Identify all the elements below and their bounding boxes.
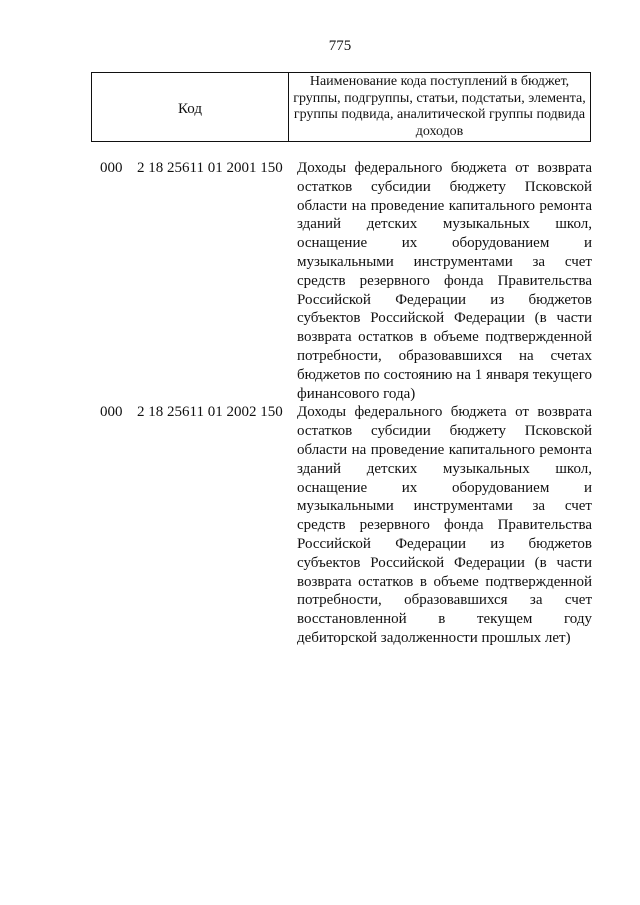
entry-admin-code: 000 bbox=[100, 160, 123, 176]
entry-admin-code: 000 bbox=[100, 404, 123, 421]
table-row bbox=[100, 403, 592, 647]
page-number: 775 bbox=[328, 38, 352, 54]
entry-description: Доходы федерального бюджета от возврата остатков субсидии бюджету Псковской области на проведение капитального ремонта зданий детских музыкальных школ, оснащение их оборудованием и музыкальными инструментами за счет средств резервного фонда Правительства Российской Федерации из бюджетов субъектов Российской Федерации (в части возврата остатков в объеме подтвержденной потребности, образовавшихся за счет восстановленной в текущем году дебиторской задолженности прошлых лет) bbox=[297, 404, 592, 646]
entry-code bbox=[100, 159, 297, 178]
table-row bbox=[100, 159, 592, 403]
header-name-column bbox=[289, 73, 590, 141]
entries-list bbox=[100, 159, 592, 648]
entry-classification-code: 2 18 25611 01 2001 150 bbox=[137, 160, 283, 176]
header-code-column: Код bbox=[92, 73, 289, 141]
entry-description: Доходы федерального бюджета от возврата остатков субсидии бюджету Псковской области на проведение капитального ремонта зданий детских музыкальных школ, оснащение их оборудованием и музыкальными инструментами за счет средств резервного фонда Правительства Российской Федерации из бюджетов субъектов Российской Федерации (в части возврата остатков в объеме подтвержденной потребности, образовавшихся на счетах бюджетов по состоянию на 1 января текущего финансового года) bbox=[297, 160, 592, 402]
header-name-label: Наименование кода поступлений в бюджет, группы, подгруппы, статьи, подстатьи, элемента, группы подвида, аналитической группы подвида доходов bbox=[293, 74, 586, 139]
entry-classification-code: 2 18 25611 01 2002 150 bbox=[137, 404, 283, 421]
entry-code bbox=[100, 403, 297, 422]
table-header bbox=[91, 72, 591, 142]
